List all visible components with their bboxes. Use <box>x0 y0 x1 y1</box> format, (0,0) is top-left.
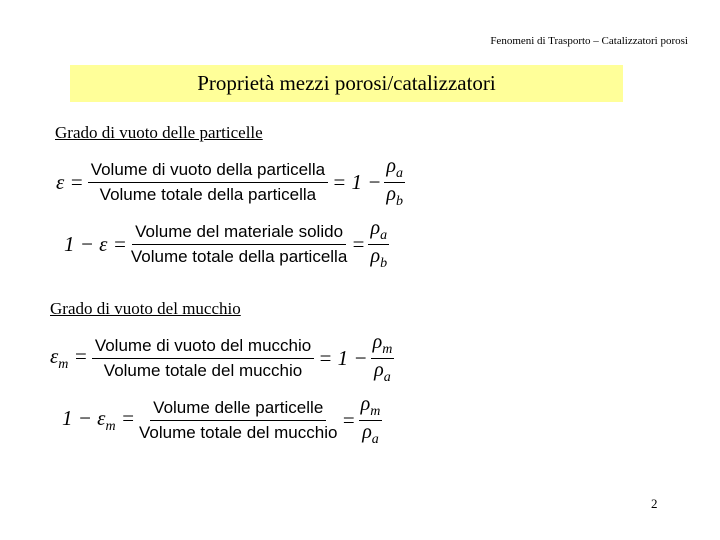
eq-numerator: Volume di vuoto della particella <box>88 160 328 183</box>
rho-den: ρ <box>374 359 384 381</box>
eq-lhs: ε = <box>56 170 84 194</box>
rho-num: ρ <box>372 331 383 353</box>
eq-mid: = <box>351 232 366 256</box>
eq-fraction <box>139 398 337 443</box>
eq-numerator: Volume del materiale solido <box>132 222 346 245</box>
eq-fraction <box>92 336 314 381</box>
page-number: 2 <box>651 496 658 511</box>
eq-lhs <box>62 406 135 435</box>
equation-particle-solid <box>64 217 389 272</box>
rho-den-sub: b <box>396 194 404 209</box>
rho-num-sub: a <box>380 228 388 243</box>
eq-denominator: Volume totale della particella <box>130 247 348 266</box>
rho-num: ρ <box>386 155 397 177</box>
equation-bed-void <box>50 331 394 386</box>
rho-den-sub: a <box>383 370 391 385</box>
eq-fraction <box>88 160 328 205</box>
eq-lhs-equals: = <box>115 405 135 430</box>
rho-num: ρ <box>360 393 371 415</box>
equation-bed-particles <box>62 393 382 448</box>
eq-lhs-symbol: ε <box>50 343 59 368</box>
eq-mid: = 1 − <box>318 346 368 370</box>
eq-numerator: Volume delle particelle <box>150 398 326 421</box>
eq-mid: = <box>341 408 356 432</box>
eq-lhs <box>50 344 88 373</box>
rho-den: ρ <box>386 183 397 205</box>
slide-header: Fenomeni di Trasporto – Catalizzatori porosi <box>490 35 688 47</box>
rho-den: ρ <box>362 421 372 443</box>
rho-den-sub: a <box>371 432 379 447</box>
eq-lhs-equals: = <box>68 343 88 368</box>
density-ratio <box>384 155 405 210</box>
rho-num-sub: m <box>370 404 381 419</box>
rho-num-sub: a <box>396 166 404 181</box>
eq-denominator: Volume totale del mucchio <box>103 361 303 380</box>
eq-lhs-sub: m <box>58 357 69 373</box>
title-box <box>70 65 623 102</box>
density-ratio <box>368 217 389 272</box>
eq-fraction <box>131 222 347 267</box>
eq-mid: = 1 − <box>332 170 382 194</box>
eq-lhs-sub: m <box>105 419 116 435</box>
density-ratio <box>359 393 383 448</box>
section-heading-particles: Grado di vuoto delle particelle <box>55 123 263 142</box>
rho-den-sub: b <box>380 256 388 271</box>
rho-num-sub: m <box>382 342 393 357</box>
eq-denominator: Volume totale della particella <box>99 185 317 204</box>
slide-title: Proprietà mezzi porosi/catalizzatori <box>197 71 496 95</box>
section-heading-bed: Grado di vuoto del mucchio <box>50 299 241 318</box>
rho-num: ρ <box>370 217 381 239</box>
eq-lhs-symbol: 1 − ε <box>62 405 106 430</box>
equation-particle-void <box>56 155 405 210</box>
eq-denominator: Volume totale del mucchio <box>139 423 338 442</box>
eq-lhs: 1 − ε = <box>64 232 127 256</box>
eq-numerator: Volume di vuoto del mucchio <box>92 336 314 359</box>
density-ratio <box>371 331 395 386</box>
rho-den: ρ <box>370 245 381 267</box>
